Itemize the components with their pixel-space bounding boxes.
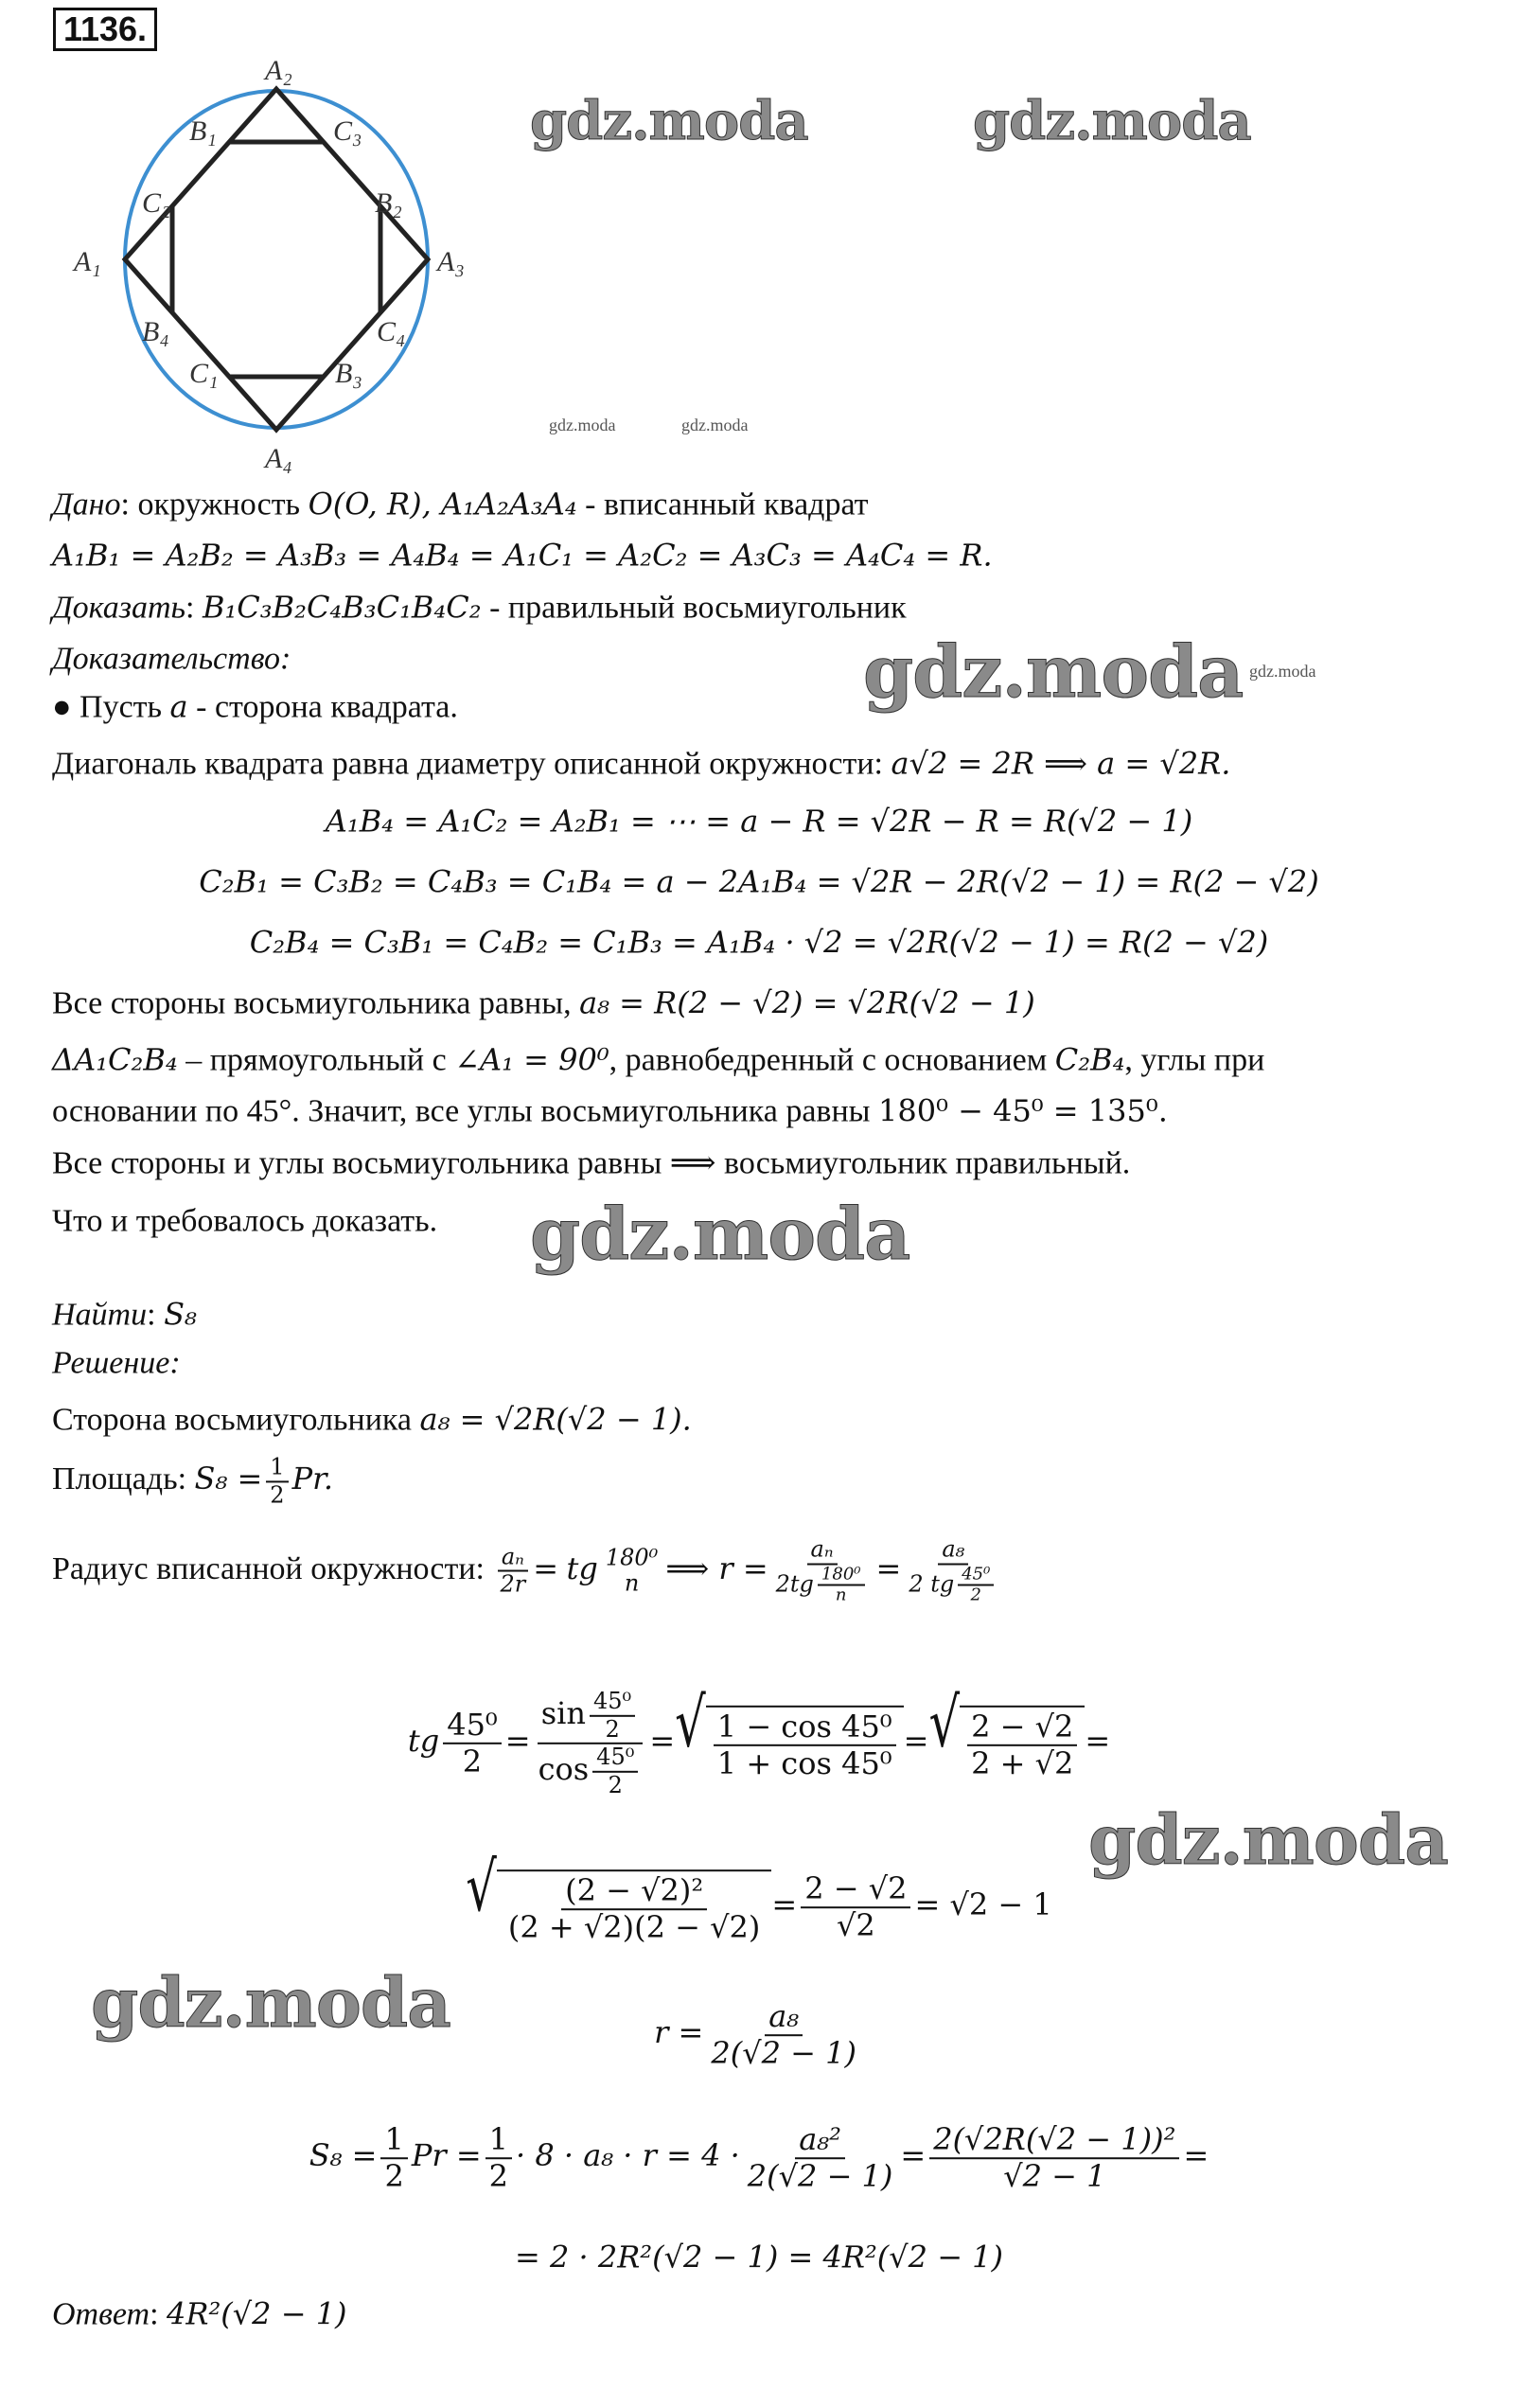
label-a2: A₂ <box>265 61 292 86</box>
proof-line-6: Все стороны и углы восьмиугольника равны ⟹ восьмиугольник правильный. <box>52 1145 1131 1181</box>
proof-line-4: ΔA₁C₂B₄ – прямоугольный с ∠A₁ = 90⁰, равнобедренный с основанием C₂B₄, углы при <box>52 1041 1265 1078</box>
label-b3: B₃ <box>335 358 362 389</box>
label-b1: B₁ <box>189 115 217 147</box>
answer-line: Ответ: 4R²(√2 − 1) <box>52 2295 347 2332</box>
given-line: Дано: окружность O(O, R), A₁A₂A₃A₄ - вписанный квадрат <box>52 486 869 522</box>
watermark: gdz.moda <box>530 90 808 152</box>
watermark: gdz.moda <box>863 629 1244 714</box>
label-a3: A₃ <box>437 246 465 277</box>
watermark: gdz.moda <box>549 416 616 434</box>
area-eq: S₈ = $\frac{1}{2}$ Pr = $\frac{1}{2}$ · 8 · a₈ · r = 4 · $\frac{\text{a₈²}}{2(√2 - 1)}$ = $\frac{\text{2(√2R(√2 − 1))²}}{√2 - 1}$ = <box>309 2121 1209 2194</box>
inradius-eq: r = $\frac{\text{a₈}}{2(√2 - 1)}$ <box>654 1998 856 2071</box>
proof-line-1: ● Пусть a - сторона квадрата. <box>52 688 458 725</box>
watermark: gdz.moda <box>530 1192 910 1276</box>
proof-eq-2: C₂B₁ = C₃B₂ = C₄B₃ = C₁B₄ = a − 2A₁B₄ = √2R − 2R(√2 − 1) = R(2 − √2) <box>199 863 1319 900</box>
watermark: gdz.moda <box>1088 1799 1448 1880</box>
watermark: gdz.moda <box>91 1962 450 2043</box>
find-line: Найти: S₈ <box>52 1296 197 1333</box>
area-final-eq: = 2 · 2R²(√2 − 1) = 4R²(√2 − 1) <box>514 2239 1004 2275</box>
label-a1: A₁ <box>74 246 101 277</box>
proof-eq-3: C₂B₄ = C₃B₁ = C₄B₂ = C₁B₃ = A₁B₄ · √2 = √2R(√2 − 1) = R(2 − √2) <box>249 924 1269 961</box>
watermark: gdz.moda <box>681 416 749 434</box>
solution-line-1: Сторона восьмиугольника a₈ = √2R(√2 − 1). <box>52 1401 692 1438</box>
equalities-line: A₁B₁ = A₂B₂ = A₃B₃ = A₄B₄ = A₁C₁ = A₂C₂ = A₃C₃ = A₄C₄ = R. <box>52 537 993 574</box>
solution-label: Решение: <box>52 1345 181 1381</box>
proof-line-3: Все стороны восьмиугольника равны, a₈ = R(2 − √2) = √2R(√2 − 1) <box>52 984 1035 1021</box>
watermark: gdz.moda <box>973 90 1251 152</box>
solution-line-3: Радиус вписанной окружности: $\frac{\text{aₙ}}{2r}$ = tg 180⁰ n ⟹ r = aₙ 2tg $\frac{\text{180⁰}}{n}$ = a₈ 2 tg $\frac{\text{45⁰}}{2}$ <box>52 1537 1005 1606</box>
tan-half-angle-eq: tg $\frac{\text{45⁰}}{2}$ = sin $\frac{\text{45⁰}}{2}$ cos $\frac{\text{45⁰}}{2}$ = √ $\frac{\text{1 − cos 45⁰}}{\text{1 + cos 45⁰}}$ = √ $\frac{2 - √2}{2 + √2}$ = <box>407 1684 1111 1798</box>
task-number: 1136. <box>53 8 157 51</box>
solution-line-2: Площадь: S₈ = $\frac{1}{2}$ Pr. <box>52 1453 334 1508</box>
proof-eq-1: A₁B₄ = A₁C₂ = A₂B₁ = ⋯ = a − R = √2R − R = R(√2 − 1) <box>325 803 1193 840</box>
tan-simplify-eq: √ $\frac{\text{(2 − √2)²}}{(2 + √2)(2 - √2)}$ = $\frac{2 - √2}{√2}$ = √2 − 1 <box>466 1848 1052 1945</box>
label-c3: C₃ <box>333 115 362 147</box>
inscribed-square-octagon-diagram <box>61 61 496 477</box>
proof-line-7: Что и требовалось доказать. <box>52 1203 438 1239</box>
proof-line-2: Диагональ квадрата равна диаметру описанной окружности: a√2 = 2R ⟹ a = √2R. <box>52 745 1231 782</box>
label-c1: C₁ <box>189 358 219 389</box>
watermark: gdz.moda <box>1249 662 1316 681</box>
label-b2: B₂ <box>375 187 402 219</box>
proof-line-5: основании по 45°. Значит, все углы восьмиугольника равны 180⁰ − 45⁰ = 135⁰. <box>52 1092 1168 1129</box>
proof-label: Доказательство: <box>52 641 291 677</box>
label-b4: B₄ <box>142 316 169 347</box>
label-c2: C₂ <box>142 187 171 219</box>
prove-line: Доказать: B₁C₃B₂C₄B₃C₁B₄C₂ - правильный восьмиугольник <box>52 589 907 626</box>
label-c4: C₄ <box>377 316 406 347</box>
label-a4: A₄ <box>265 443 292 474</box>
